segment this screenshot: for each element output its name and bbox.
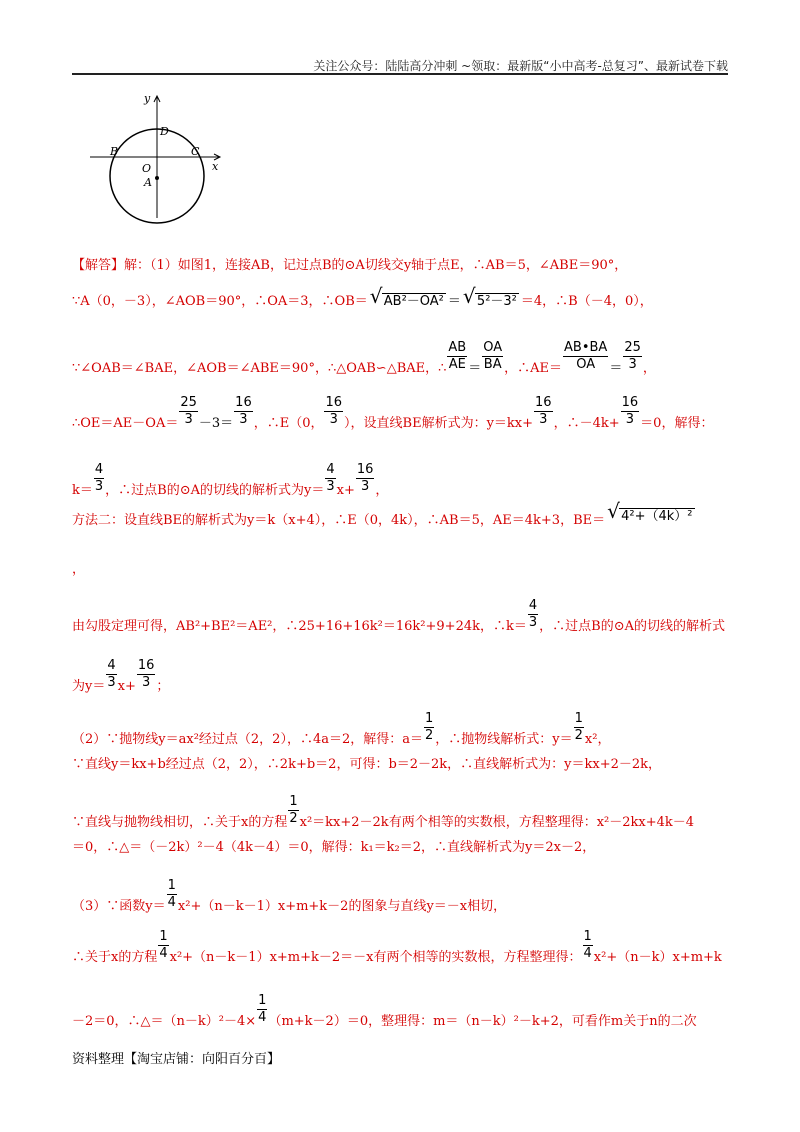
fraction: $\frac{4}{3}$ [107, 658, 116, 690]
text-l3c: ， [642, 361, 656, 376]
text-l9b: x+ [117, 679, 136, 694]
point-a [155, 176, 159, 180]
fraction: $\frac{16}{3}$ [621, 395, 639, 427]
answer-line-4 [72, 395, 714, 440]
label-o: O [142, 162, 152, 175]
text-l4c: ），设直线BE解析式为：y＝kx+ [344, 416, 534, 431]
answer-line-10 [72, 711, 611, 756]
answer-line-2 [72, 284, 653, 310]
label-c: C [191, 145, 200, 158]
fraction: $\frac{OA}{BA}$ [483, 340, 503, 372]
answer-line-15 [72, 929, 722, 974]
text-l12b: x²＝kx+2－2k有两个相等的实数根，方程整理得：x²－2kx+4k－4 [299, 815, 695, 830]
answer-line-8 [72, 598, 725, 643]
answer-line-5 [72, 462, 389, 507]
fraction: $\frac{4}{3}$ [528, 598, 538, 630]
equals-sign: ＝ [447, 294, 461, 309]
label-d: D [160, 125, 169, 138]
fraction: $\frac{1}{4}$ [583, 929, 592, 961]
circle-figure [90, 88, 230, 228]
answer-line-11 [72, 757, 661, 773]
fraction: $\frac{1}{2}$ [289, 794, 298, 826]
fraction: $\frac{1}{2}$ [574, 711, 583, 743]
text-l15b: x²+（n－k－1）x+m+k－2＝－x有两个相等的实数根，方程整理得： [169, 950, 582, 965]
text-l15a: ∴关于x的方程 [72, 950, 158, 965]
text-l10b: ，∴抛物线解析式：y＝ [435, 732, 573, 747]
fraction: $\frac{1}{2}$ [425, 711, 434, 743]
text-l9a: 为y＝ [72, 679, 106, 694]
text-l14b: x²+（n－k－1）x+m+k－2的图象与直线y＝－x相切， [177, 899, 507, 914]
text-l3a: ∵∠OAB＝∠BAE，∠AOB＝∠ABE＝90°，∴△OAB∽△BAE，∴ [72, 361, 447, 376]
sqrt-5-3: √ 5²－3² [462, 284, 517, 309]
fraction: $\frac{1}{4}$ [258, 993, 267, 1025]
text-l5c: x+ [336, 483, 355, 498]
fraction: $\frac{16}{3}$ [356, 462, 374, 494]
fraction: $\frac{16}{3}$ [535, 395, 552, 427]
sqrt-ab-oa: √ AB²－OA² [369, 284, 444, 309]
text-l8a: 由勾股定理可得，AB²+BE²＝AE²，∴25+16+16k²＝16k²+9+24k，∴k＝ [72, 619, 527, 634]
fraction: $\frac{4}{3}$ [94, 462, 104, 494]
header-rule [72, 73, 728, 75]
fraction: $\frac{25}{3}$ [624, 340, 641, 372]
equals-sign: ＝ [468, 361, 482, 376]
label-x: x [212, 160, 219, 173]
fraction: $\frac{25}{3}$ [180, 395, 197, 427]
text-l11: ∵直线y＝kx+b经过点（2，2），∴2k+b＝2，可得：b＝2－2k，∴直线解析式为：y＝kx+2－2k， [72, 757, 662, 772]
text-l13: ＝0，∴△＝（－2k）²－4（4k－4）＝0，解得：k₁＝k₂＝2，∴直线解析式为y＝2x－2， [72, 840, 596, 855]
minus-text: －3＝ [198, 416, 234, 431]
answer-line-6 [72, 499, 697, 529]
text-l9c: ； [156, 679, 170, 694]
label-a: A [144, 176, 152, 189]
fraction: $\frac{AB•BA}{OA}$ [564, 340, 608, 372]
answer-line-12 [72, 794, 695, 839]
answer-line-1 [72, 258, 627, 274]
text-l16a: －2＝0，∴△＝（n－k）²－4× [72, 1014, 257, 1029]
page-header: 关注公众号：陆陆高分冲刺 ~领取：最新版“小中高考-总复习”、最新试卷下载 [313, 59, 728, 73]
text-l4b: ，∴E（0， [253, 416, 324, 431]
answer-line-16 [72, 993, 697, 1038]
text-l7: ， [72, 562, 86, 577]
text-l14a: （3）∵函数y＝ [72, 899, 166, 914]
page-footer: 资料整理【淘宝店铺：向阳百分百】 [72, 1052, 281, 1067]
fraction: $\frac{AB}{AE}$ [448, 340, 467, 372]
text-l5b: ，∴过点B的⊙A的切线的解析式为y＝ [105, 483, 325, 498]
fraction: $\frac{1}{4}$ [167, 878, 176, 910]
text-l5a: k＝ [72, 483, 93, 498]
label-b: B [110, 145, 119, 158]
text-l15c: x²+（n－k）x+m+k [593, 950, 722, 965]
answer-line-13 [72, 840, 595, 856]
fraction: $\frac{16}{3}$ [137, 658, 155, 690]
answer-line-9 [72, 658, 170, 703]
text-l4a: ∴OE＝AE－OA＝ [72, 416, 179, 431]
fraction: $\frac{16}{3}$ [235, 395, 252, 427]
answer-line-7 [72, 562, 85, 578]
text-l2b: ＝4，∴B（－4，0）， [520, 294, 653, 309]
text-l8b: ，∴过点B的⊙A的切线的解析式 [539, 619, 725, 634]
fraction: $\frac{16}{3}$ [325, 395, 343, 427]
answer-line-3 [72, 340, 656, 385]
text-l16b: （m+k－2）＝0，整理得：m＝（n－k）²－k+2，可看作m关于n的二次 [268, 1014, 697, 1029]
text-l4d: ，∴－4k+ [553, 416, 620, 431]
text-l12a: ∵直线与抛物线相切，∴关于x的方程 [72, 815, 288, 830]
sqrt-be: √ 4²+（4k）² [607, 499, 693, 524]
text-l3b: ，∴AE＝ [504, 361, 563, 376]
answer-line-14 [72, 878, 507, 923]
text-l5d: ， [375, 483, 389, 498]
text-l6a: 方法二：设直线BE的解析式为y＝k（x+4），∴E（0，4k），∴AB＝5，AE＝4k+3，BE＝ [72, 513, 606, 528]
fraction: $\frac{1}{4}$ [159, 929, 168, 961]
text-l4e: ＝0，解得： [640, 416, 714, 431]
equals-sign: ＝ [609, 361, 623, 376]
label-y: y [144, 92, 151, 105]
text-l10c: x²， [584, 732, 611, 747]
fraction: $\frac{4}{3}$ [326, 462, 335, 494]
text-l1: 【解答】解：（1）如图1，连接AB，记过点B的⊙A切线交y轴于点E，∴AB＝5，∠ABE＝90°， [72, 258, 628, 273]
text-l10a: （2）∵抛物线y＝ax²经过点（2，2），∴4a＝2，解得：a＝ [72, 732, 423, 747]
text-l2a: ∵A（0，－3），∠AOB＝90°，∴OA＝3，∴OB＝ [72, 294, 368, 309]
